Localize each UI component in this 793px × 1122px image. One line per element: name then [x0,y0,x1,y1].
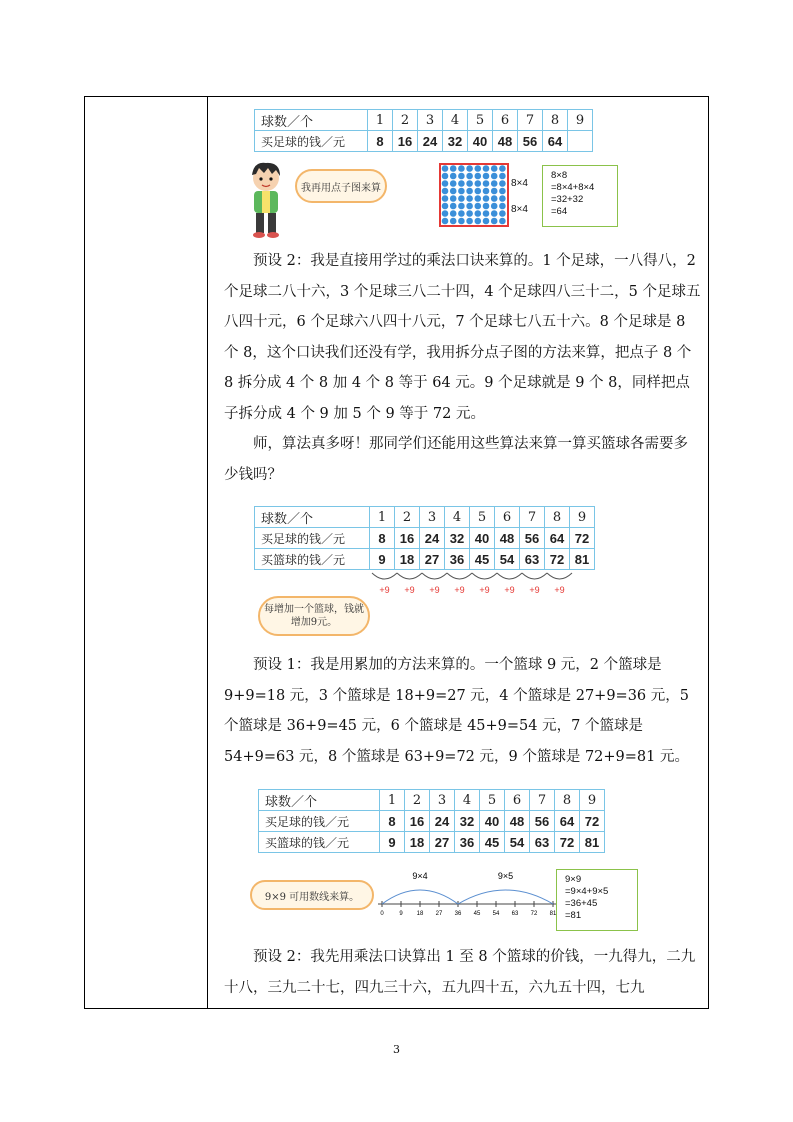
dot [475,210,482,217]
dot [475,195,482,202]
row-label: 球数／个 [255,110,368,131]
step-label: +9 [379,585,390,595]
table-cell: 4 [443,110,468,131]
tick-label: 45 [473,911,481,917]
football-price-table [254,109,593,152]
table-cell: 6 [493,110,518,131]
dot [458,218,465,225]
table-cell: 3 [420,507,445,528]
table-cell: 9 [370,549,395,570]
dot [483,195,490,202]
table-cell: 45 [480,832,505,853]
table-cell: 64 [543,131,568,152]
dot [483,180,490,187]
paragraph-preset-2 [224,246,702,490]
table-cell: 2 [405,790,430,811]
calculation-note [556,869,638,931]
dot [458,180,465,187]
note-line: =81 [565,910,582,921]
table-row [255,528,595,549]
table-cell: 36 [445,549,470,570]
table-cell: 9 [380,832,405,853]
dot [466,180,473,187]
step-label: +9 [479,585,490,595]
row-label: 球数／个 [259,790,380,811]
table-cell: 4 [445,507,470,528]
arc [422,573,447,579]
arc [372,573,397,579]
table-cell: 9 [580,790,605,811]
tick-label: 63 [511,911,519,917]
dot [458,173,465,180]
dot [442,218,449,225]
dot [499,165,506,172]
table-cell: 18 [405,832,430,853]
dot [458,203,465,210]
row-label: 买篮球的钱／元 [255,549,370,570]
dot [491,218,498,225]
row-label: 买足球的钱／元 [255,131,368,152]
table-cell: 5 [468,110,493,131]
table-cell: 48 [493,131,518,152]
table-cell: 63 [530,832,555,853]
table-cell: 27 [430,832,455,853]
table-cell: 18 [395,549,420,570]
table-cell: 72 [545,549,570,570]
table-cell: 8 [380,811,405,832]
table-cell: 64 [555,811,580,832]
table-row [255,507,595,528]
table-cell: 1 [370,507,395,528]
arc [497,573,522,579]
plus-nine-arcs [366,572,606,596]
table-cell: 5 [480,790,505,811]
table-cell: 27 [420,549,445,570]
tick-label: 36 [454,911,462,917]
dot [491,203,498,210]
note-line: =8×4+8×4 [551,182,595,193]
dot [491,195,498,202]
dot [466,203,473,210]
dot [483,203,490,210]
table-cell: 2 [395,507,420,528]
arc-label: 9×4 [412,871,428,881]
boy-illustration [246,160,286,240]
dot [442,195,449,202]
table-cell: 45 [470,549,495,570]
dot [442,173,449,180]
step-label: +9 [529,585,540,595]
paragraph-text: 预设 2：我是直接用学过的乘法口诀来算的。1 个足球，一八得八，2 个足球二八十六，3 个足球三八二十四，4 个足球四八三十二，5 个足球五八四十元，6 个足球六八四十八元，7 个足球七八五十六。8 个足球是 8 个 8，这个口诀我们还没有学，我用拆分点子图的方法来算，把点子 8 个 8 拆分成 4 个 8 加 4 个 8 等于 64 元。9 个足球就是 9 个 8，同样把点子拆分成 4 个 9 加 5 个 9 等于 72 元。 [224,253,701,422]
table-cell: 56 [518,131,543,152]
dot-label-bottom: 8×4 [511,204,528,215]
arc [547,573,572,579]
table-cell: 6 [505,790,530,811]
table-cell: 4 [455,790,480,811]
table-cell: 7 [530,790,555,811]
paragraph-text: 预设 1：我是用累加的方法来算的。一个篮球 9 元，2 个篮球是 9+9=18 元，3 个篮球是 18+9=27 元，4 个篮球是 27+9=36 元，5 个篮球是 36+9=45 元，6 个篮球是 45+9=54 元，7 个篮球是 54+9=63 元，8 个篮球是 63+9=72 元，9 个篮球是 72+9=81 元。 [224,657,689,765]
tick-label: 27 [435,911,443,917]
dot [499,173,506,180]
table-row [255,131,593,152]
dot [450,165,457,172]
dot [442,165,449,172]
table-cell: 1 [380,790,405,811]
table-cell: 16 [395,528,420,549]
table-cell: 40 [470,528,495,549]
row-label: 买篮球的钱／元 [259,832,380,853]
tick-label: 72 [530,911,538,917]
dot [458,195,465,202]
table-cell: 1 [368,110,393,131]
table-cell: 24 [418,131,443,152]
table-cell: 24 [430,811,455,832]
dot [466,218,473,225]
lesson-content-cell [206,96,709,1009]
tick-label: 0 [380,911,384,917]
table-cell: 81 [580,832,605,853]
table-cell: 48 [505,811,530,832]
table-row [255,110,593,131]
row-label: 球数／个 [255,507,370,528]
dot [458,210,465,217]
speech-bubble: 我再用点子图来算 [295,169,387,203]
ball-price-table-3 [258,789,605,853]
dot [450,173,457,180]
row-label: 买足球的钱／元 [255,528,370,549]
dot [458,188,465,195]
dot [450,180,457,187]
arc [472,573,497,579]
table-cell: 8 [368,131,393,152]
arc [522,573,547,579]
dot [466,210,473,217]
dot [491,173,498,180]
dot [499,195,506,202]
dot [442,203,449,210]
dot [499,180,506,187]
number-line [372,870,556,918]
note-line: =36+45 [565,898,598,909]
dot [475,203,482,210]
table-cell: 56 [530,811,555,832]
table-cell: 9 [568,110,593,131]
table-cell: 16 [393,131,418,152]
table-cell: 5 [470,507,495,528]
table-cell: 40 [480,811,505,832]
tick-label: 9 [399,911,403,917]
dot [442,210,449,217]
dot [491,210,498,217]
paragraph-text: 师，算法真多呀！那同学们还能用这些算法来算一算买篮球各需要多少钱吗？ [224,436,688,483]
tick-label: 81 [549,911,556,917]
paragraph-text: 预设 2：我先用乘法口诀算出 1 至 8 个篮球的价钱，一九得九，二九十八，三九二十七，四九三十六，五九四十五，六九五十四，七九 [224,949,696,996]
tick-label: 54 [492,911,500,917]
step-label: +9 [504,585,515,595]
dot [491,165,498,172]
table-cell: 2 [393,110,418,131]
dot [483,210,490,217]
table-cell: 8 [543,110,568,131]
note-line: 8×8 [551,170,568,181]
step-label: +9 [404,585,415,595]
dot [483,188,490,195]
table-cell: 40 [468,131,493,152]
dot [450,210,457,217]
arc-label: 9×5 [497,871,514,881]
dot [499,210,506,217]
dot [466,173,473,180]
table-cell: 81 [570,549,595,570]
table-cell: 64 [545,528,570,549]
table-row [255,549,595,570]
note-line: =64 [551,206,568,217]
step-label: +9 [454,585,465,595]
table-cell: 24 [420,528,445,549]
dot [450,218,457,225]
table-cell: 6 [495,507,520,528]
ball-price-table-2 [254,506,595,570]
dot [483,218,490,225]
table-cell: 32 [445,528,470,549]
table-cell: 63 [520,549,545,570]
table-row [259,790,605,811]
row-label: 买足球的钱／元 [259,811,380,832]
dot [475,188,482,195]
note-line: 9×9 [565,874,582,885]
page-number: 3 [393,1043,400,1056]
dot [450,203,457,210]
dot [442,188,449,195]
jump-arc [458,890,553,904]
paragraph-preset-2b [224,942,702,1003]
dot [475,173,482,180]
table-cell: 72 [555,832,580,853]
dot [491,188,498,195]
dot [483,165,490,172]
note-line: =32+32 [551,194,584,205]
tick-label: 18 [416,911,424,917]
table-cell: 7 [520,507,545,528]
dot [466,165,473,172]
table-cell [568,131,593,152]
calculation-note [542,165,618,227]
table-cell: 36 [455,832,480,853]
step-label: +9 [429,585,440,595]
step-label: +9 [554,585,565,595]
dot [450,195,457,202]
table-row [259,832,605,853]
table-cell: 32 [443,131,468,152]
dot [466,195,473,202]
table-cell: 7 [518,110,543,131]
table-cell: 9 [570,507,595,528]
dot [499,188,506,195]
dot [458,165,465,172]
table-cell: 16 [405,811,430,832]
table-cell: 3 [418,110,443,131]
dot [499,203,506,210]
note-line: =9×4+9×5 [565,886,609,897]
speech-bubble: 每增加一个篮球，钱就增加9元。 [258,596,370,636]
table-cell: 32 [455,811,480,832]
arc [447,573,472,579]
dot-label-top: 8×4 [511,178,528,189]
table-cell: 72 [580,811,605,832]
table-row [259,811,605,832]
dot-grid-8x8 [439,163,509,227]
table-cell: 3 [430,790,455,811]
table-cell: 54 [495,549,520,570]
dot [499,218,506,225]
dot [475,180,482,187]
table-cell: 56 [520,528,545,549]
dot [450,188,457,195]
dot [491,180,498,187]
table-cell: 54 [505,832,530,853]
dot [483,173,490,180]
arc [397,573,422,579]
speech-bubble: 9×9 可用数线来算。 [250,880,374,910]
dot [475,218,482,225]
dot [442,180,449,187]
dot [475,165,482,172]
paragraph-preset-1 [224,650,702,772]
table-cell: 48 [495,528,520,549]
dot [466,188,473,195]
table-cell: 72 [570,528,595,549]
table-cell: 8 [370,528,395,549]
table-cell: 8 [555,790,580,811]
table-cell: 8 [545,507,570,528]
